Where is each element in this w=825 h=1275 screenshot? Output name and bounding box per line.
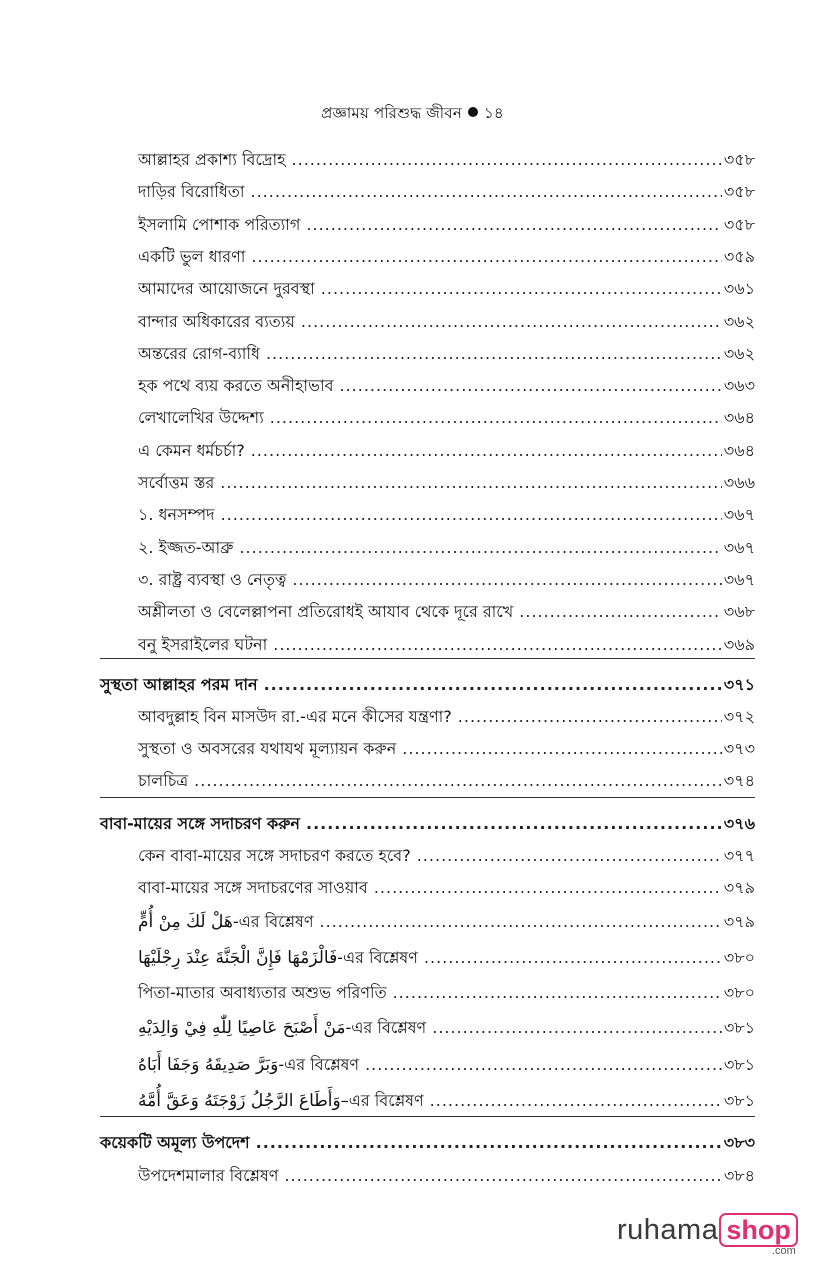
toc-entry-title — [138, 567, 292, 593]
title-text: কেন বাবা-মায়ের সঙ্গে সদাচরণ করতে হবে? — [138, 846, 411, 865]
title-text: -এর বিশ্লেষণ — [278, 1055, 360, 1074]
title-text: -এর বিশ্লেষণ — [232, 912, 314, 931]
dot-leader — [340, 373, 722, 399]
toc-entry-title — [138, 736, 402, 762]
title-text: অন্তরের রোগ-ব্যাধি — [138, 343, 260, 363]
title-text: আবদুল্লাহ বিন মাসউদ রা.-এর মনে কীসের যন্ত্রণা? — [138, 707, 452, 726]
toc-page-number: ৩৭৭ — [723, 846, 755, 865]
title-text: বাবা-মায়ের সঙ্গে সদাচরণ করুন — [100, 814, 300, 833]
toc-page-number: ৩৭৪ — [723, 771, 755, 790]
toc-entry-title — [100, 672, 264, 698]
running-header — [0, 102, 825, 127]
toc-entry-title — [138, 980, 393, 1006]
toc-page-number: ৩৭৬ — [723, 814, 755, 833]
bullet-icon — [468, 107, 478, 117]
toc-page-number: ৩৭৯ — [723, 878, 755, 897]
toc-entry-title — [100, 811, 306, 837]
logo-suffix: .com — [771, 1245, 796, 1257]
toc-page-number: ৩৬৭ — [723, 537, 755, 557]
logo-badge: shop — [719, 1213, 798, 1247]
toc-entry[interactable] — [138, 502, 755, 528]
toc-page-number: ৩৬৬ — [723, 473, 755, 492]
dot-leader — [321, 276, 722, 302]
dot-leader — [519, 599, 722, 625]
toc-entry-title — [138, 768, 194, 794]
dot-leader — [292, 567, 721, 593]
toc-entry-title — [138, 945, 424, 971]
dot-leader — [301, 309, 722, 335]
title-text: -এর বিশ্লেষণ — [337, 948, 418, 967]
toc-entry[interactable] — [138, 875, 755, 901]
toc-page-number: ৩৫৮ — [723, 214, 755, 234]
dot-leader — [239, 535, 721, 561]
toc-entry[interactable] — [138, 632, 755, 658]
title-text: উপদেশমালার বিশ্লেষণ — [138, 1166, 279, 1185]
dot-leader — [320, 909, 722, 935]
toc-chapter[interactable] — [100, 672, 755, 698]
dot-leader — [266, 341, 722, 367]
section-divider — [100, 658, 755, 659]
toc-entry[interactable] — [138, 945, 755, 971]
title-text: সুস্থতা ও অবসরের যথাযথ মূল্যায়ন করুন — [138, 739, 397, 758]
title-text: এ কেমন ধর্মচর্চা? — [138, 440, 245, 460]
toc-entry[interactable] — [138, 768, 755, 794]
toc-entry-title — [138, 341, 266, 367]
arabic-phrase: وَأَطَاعَ الرَّجُلُ زَوْجَتَهُ وَعَقَّ أُمَّهُ — [138, 1091, 341, 1111]
title-text: আল্লাহর প্রকাশ্য বিদ্রোহ — [138, 150, 286, 169]
toc-entry[interactable] — [138, 147, 755, 173]
toc-entry-title — [138, 909, 320, 935]
dot-leader — [251, 244, 721, 270]
toc-entry[interactable] — [138, 567, 755, 593]
title-text: বান্দার অধিকারের ব্যত্যয় — [138, 311, 295, 331]
toc-page-number: ৩৬২ — [723, 311, 755, 331]
title-text: অশ্লীলতা ও বেলেল্লাপনা প্রতিরোধই আযাব থেকে দূরে রাখে — [138, 602, 514, 622]
dot-leader — [430, 1088, 722, 1114]
dot-leader — [417, 843, 722, 869]
title-text: বাবা-মায়ের সঙ্গে সদাচরণের সাওয়াব — [138, 878, 368, 897]
arabic-phrase: وَبَرَّ صَدِيقَهُ وَجَفَا أَبَاهُ — [138, 1055, 279, 1075]
toc-page-number: ৩৬২ — [723, 343, 755, 363]
toc-entry-title — [138, 1052, 365, 1078]
dot-leader — [284, 1163, 721, 1189]
toc-entry-title — [138, 276, 321, 302]
book-title: প্রজ্ঞাময় পরিশুদ্ধ জীবন — [321, 104, 462, 122]
toc-entry[interactable] — [138, 470, 755, 496]
toc-entry[interactable] — [138, 1052, 755, 1078]
toc-entry-title — [138, 599, 519, 625]
toc-page-number: ৩৭২ — [723, 707, 755, 726]
title-text: বনু ইসরাইলের ঘটনা — [138, 634, 268, 654]
title-text: ইসলামি পোশাক পরিত্যাগ — [138, 214, 301, 234]
toc-page-number: ৩৭৯ — [723, 912, 755, 931]
title-text: চালচিত্র — [138, 771, 189, 790]
toc-entry-title — [138, 843, 417, 869]
toc-entry-title — [138, 502, 221, 528]
toc-entry-title — [138, 373, 340, 399]
section-divider — [100, 797, 755, 798]
toc-page-number: ৩৬৩ — [723, 376, 755, 396]
toc-page-number: ৩৮১ — [723, 1055, 755, 1074]
dot-leader — [220, 470, 722, 496]
toc-entry[interactable] — [138, 438, 755, 464]
arabic-phrase: هَلْ لَكَ مِنْ أُمٍّ — [138, 912, 233, 932]
toc-page-number: ৩৮৩ — [723, 1133, 755, 1152]
toc-entry-title — [138, 405, 270, 431]
dot-leader — [251, 438, 722, 464]
title-text: ৩. রাষ্ট্র ব্যবস্থা ও নেতৃত্ব — [138, 569, 287, 589]
title-text: একটি ভুল ধারণা — [138, 246, 246, 266]
toc-entry[interactable] — [138, 179, 755, 205]
toc-page-number: ৩৬৭ — [723, 505, 755, 525]
toc-page-number: ৩৮৪ — [723, 1166, 755, 1185]
dot-leader — [306, 811, 722, 837]
toc-entry[interactable] — [138, 843, 755, 869]
toc-chapter[interactable] — [100, 811, 755, 837]
toc-page-number: ৩৮০ — [723, 983, 755, 1002]
arabic-phrase: مَنْ أَصْبَحَ عَاصِيًا لِلّٰهِ فِيْ وَالِدَيْهِ — [138, 1018, 346, 1038]
toc-page-number: ৩৮১ — [723, 1091, 755, 1110]
arabic-phrase: فَالْزَمْهَا فَإِنَّ الْجَنَّةَ عِنْدَ رِجْلَيْهَا — [138, 948, 338, 968]
title-text: লেখালেখির উদ্দেশ্য — [138, 408, 264, 428]
title-text: পিতা-মাতার অবাধ্যতার অশুভ পরিণতি — [138, 983, 387, 1002]
toc-page-number: ৩৬১ — [723, 279, 755, 299]
toc-entry-title — [138, 875, 374, 901]
toc-entry-title — [138, 470, 220, 496]
toc-entry-title — [138, 244, 251, 270]
title-text: ১. ধনসম্পদ — [138, 505, 215, 525]
title-text: -এর বিশ্লেষণ — [345, 1018, 427, 1037]
toc-entry[interactable] — [138, 373, 755, 399]
toc-entry-title — [138, 704, 458, 730]
dot-leader — [365, 1052, 722, 1078]
toc-entry[interactable] — [138, 704, 755, 730]
toc-entry[interactable] — [138, 309, 755, 335]
dot-leader — [264, 672, 722, 698]
toc-entry[interactable] — [138, 212, 755, 238]
toc-entry-title — [138, 1088, 430, 1114]
dot-leader — [270, 405, 722, 431]
title-text: –এর বিশ্লেষণ — [340, 1091, 424, 1110]
toc-page-number: ৩৬৪ — [723, 408, 755, 428]
title-text: সুস্থতা আল্লাহর পরম দান — [100, 675, 258, 694]
dot-leader — [432, 1015, 722, 1041]
toc-page-number: ৩৫৮ — [723, 150, 755, 169]
dot-leader — [250, 179, 721, 205]
toc-entry[interactable] — [138, 980, 755, 1006]
toc-entry-title — [138, 309, 301, 335]
toc-entry-title — [138, 147, 292, 173]
toc-entry[interactable] — [138, 736, 755, 762]
page-number: ১৪ — [483, 104, 504, 122]
toc-entry-title — [138, 438, 251, 464]
toc-entry-title — [138, 632, 273, 658]
toc-entry[interactable] — [138, 276, 755, 302]
toc-entry[interactable] — [138, 244, 755, 270]
toc-entry[interactable] — [138, 341, 755, 367]
dot-leader — [402, 736, 722, 762]
title-text: কয়েকটি অমূল্য উপদেশ — [100, 1133, 250, 1152]
logo-text: ruhama — [617, 1214, 719, 1246]
dot-leader — [273, 632, 722, 658]
ruhamashop-logo — [617, 1210, 798, 1257]
toc-entry-title — [138, 1015, 432, 1041]
toc-entry-title — [100, 1130, 256, 1156]
toc-entry-title — [138, 212, 306, 238]
toc-entry-title — [138, 179, 250, 205]
toc-page-number: ৩৬৯ — [723, 634, 755, 654]
toc-page-number: ৩৬৮ — [723, 602, 755, 622]
toc-page-number: ৩৭৩ — [723, 739, 755, 758]
toc-page-number: ৩৮০ — [723, 948, 755, 967]
title-text: ২. ইজ্জত-আব্রু — [138, 537, 234, 557]
dot-leader — [194, 768, 722, 794]
toc-entry[interactable] — [138, 405, 755, 431]
toc-entry[interactable] — [138, 909, 755, 935]
toc-entry[interactable] — [138, 1163, 755, 1189]
toc-page-number: ৩৭১ — [723, 675, 755, 694]
toc-chapter[interactable] — [100, 1130, 755, 1156]
dot-leader — [393, 980, 722, 1006]
dot-leader — [374, 875, 722, 901]
title-text: সর্বোত্তম স্তর — [138, 473, 215, 492]
title-text: দাড়ির বিরোধিতা — [138, 182, 245, 202]
toc-page-number: ৩৬৭ — [723, 569, 755, 589]
toc-page-number: ৩৬৪ — [723, 440, 755, 460]
dot-leader — [306, 212, 721, 238]
section-divider — [100, 1116, 755, 1117]
toc-entry[interactable] — [138, 1015, 755, 1041]
toc-entry[interactable] — [138, 599, 755, 625]
toc-entry[interactable] — [138, 1088, 755, 1114]
toc-entry[interactable] — [138, 535, 755, 561]
dot-leader — [221, 502, 722, 528]
title-text: হক পথে ব্যয় করতে অনীহাভাব — [138, 376, 334, 396]
toc-entry-title — [138, 535, 239, 561]
toc-entry-title — [138, 1163, 284, 1189]
dot-leader — [458, 704, 722, 730]
dot-leader — [292, 147, 722, 173]
toc-page-number: ৩৫৮ — [723, 182, 755, 202]
dot-leader — [256, 1130, 722, 1156]
title-text: আমাদের আয়োজনে দুরবস্থা — [138, 279, 315, 299]
dot-leader — [424, 945, 722, 971]
toc-page-number: ৩৫৯ — [723, 246, 755, 266]
toc-page-number: ৩৮১ — [723, 1018, 755, 1037]
